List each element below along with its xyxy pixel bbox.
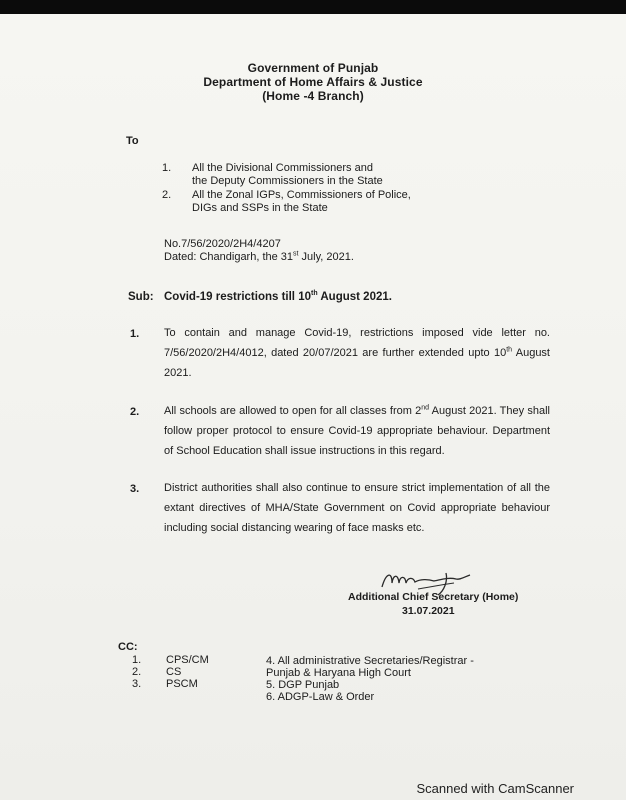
paragraph-2: All schools are allowed to open for all classes from 2nd August 2021. They shall follow proper protocol to ensure Covid-19 appropriate behaviour. Department of School Education shall issue instructions in this regard. — [164, 404, 550, 457]
reference-number: No.7/56/2020/2H4/4207 — [164, 238, 281, 250]
cc-left-3: PSCM — [166, 678, 198, 690]
reference-date: Dated: Chandigarh, the 31st July, 2021. — [164, 250, 354, 263]
recipient-1-num: 1. — [162, 162, 172, 174]
paragraph-1: To contain and manage Covid-19, restrictions imposed vide letter no. 7/56/2020/2H4/4012, dated 20/07/2021 are further extended upto 10th August 2021. — [164, 327, 550, 379]
cc-left-2: CS — [166, 666, 182, 678]
cc-left-3-num: 3. — [132, 678, 142, 690]
header-branch: (Home -4 Branch) — [262, 89, 364, 103]
cc-left-2-num: 2. — [132, 666, 142, 678]
recipient-2-line2: DIGs and SSPs in the State — [192, 202, 328, 214]
cc-left-1: CPS/CM — [166, 654, 209, 666]
paragraph-1-num: 1. — [130, 328, 140, 340]
camscanner-watermark: Scanned with CamScanner — [416, 781, 574, 796]
recipient-2-line1: All the Zonal IGPs, Commissioners of Police, — [192, 189, 411, 201]
top-black-bar — [0, 0, 626, 14]
cc-right-1: 4. All administrative Secretaries/Registrar - — [266, 655, 474, 667]
header-department: Department of Home Affairs & Justice — [203, 75, 423, 89]
header-government: Government of Punjab — [247, 61, 379, 75]
document-page — [0, 14, 626, 800]
cc-left-1-num: 1. — [132, 654, 142, 666]
cc-right-4: 6. ADGP-Law & Order — [266, 691, 375, 703]
recipient-1-line2: the Deputy Commissioners in the State — [192, 175, 383, 187]
paragraph-3: District authorities shall also continue to ensure strict implementation of all the extant directives of MHA/State Government on Covid appropriate behaviour including social distancing wearing of face masks etc. — [164, 482, 550, 534]
paragraph-3-num: 3. — [130, 483, 140, 495]
paragraph-2-num: 2. — [130, 406, 140, 418]
to-label: To — [126, 135, 139, 147]
signatory-date: 31.07.2021 — [402, 605, 455, 617]
subject-line: Covid-19 restrictions till 10th August 2021. — [164, 290, 392, 303]
recipient-1-line1: All the Divisional Commissioners and — [192, 162, 373, 174]
recipient-2-num: 2. — [162, 189, 172, 201]
cc-right-2: Punjab & Haryana High Court — [266, 667, 411, 679]
cc-right-3: 5. DGP Punjab — [266, 679, 340, 691]
signatory-title: Additional Chief Secretary (Home) — [348, 591, 519, 603]
subject-label: Sub: — [128, 291, 154, 303]
cc-label: CC: — [118, 641, 138, 653]
